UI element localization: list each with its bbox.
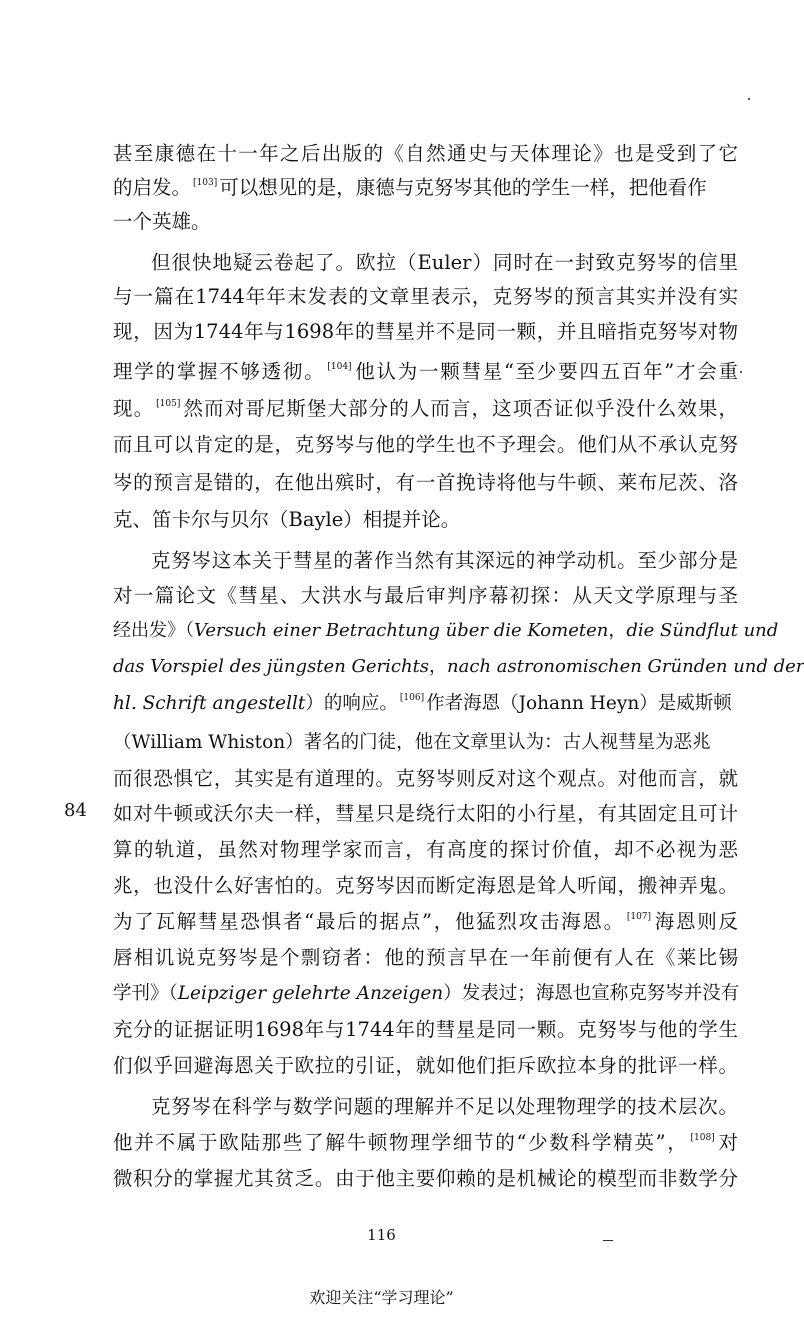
text: 为了瓦解彗星恐惧者“最后的据点”，他猛烈攻击海恩。	[113, 910, 625, 933]
text: 现，因为1744年与1698年的彗星并不是同一颗，并且暗指克努岑对物	[113, 320, 738, 343]
text: 克努岑在科学与数学问题的理解并不足以处理物理学的技术层次。	[151, 1095, 738, 1118]
text-line	[113, 833, 738, 867]
text-line	[113, 503, 738, 537]
text: 充分的证据证明1698年与1744年的彗星是同一颗。克努岑与他的学生	[113, 1018, 738, 1041]
text-line	[113, 650, 804, 684]
text: 甚至康德在十一年之后出版的《自然通史与天体理论》也是受到了它	[113, 142, 738, 165]
text-line	[113, 905, 738, 939]
text-line	[113, 579, 738, 613]
text: 克、笛卡尔与贝尔（Bayle）相提并论。	[113, 508, 461, 531]
book-title-german: das Vorspiel des jüngsten Gerichts	[113, 656, 430, 677]
text-line	[113, 315, 738, 349]
text: （William Whiston）著名的门徒，他在文章里认为：古人视彗星为恶兆	[113, 732, 711, 753]
text: 兆，也没什么好害怕的。克努岑因而断定海恩是耸人听闻，搬神弄鬼。	[113, 874, 738, 897]
footer-watermark-text: 欢迎关注“学习理论”	[309, 1288, 454, 1307]
text-line	[113, 355, 738, 389]
text-line	[113, 171, 738, 205]
footnote-ref: [103]	[193, 178, 218, 188]
text: 现。	[113, 397, 155, 420]
text-line	[113, 428, 738, 462]
text: 然而对哥尼斯堡大部分的人而言，这项否证似乎没什么效果，	[182, 397, 738, 420]
text: ）发表过；海恩也宣称克努岑并没有	[443, 983, 740, 1004]
book-title-german: hl. Schrift angestellt	[113, 693, 306, 714]
text-line	[113, 1162, 738, 1196]
book-title-german: die Sündflut und	[626, 620, 779, 641]
text: 但很快地疑云卷起了。欧拉（Euler）同时在一封致克努岑的信里	[151, 251, 738, 274]
text: 学刊》（	[113, 983, 178, 1004]
text: 可以想见的是，康德与克努岑其他的学生一样，把他看作	[219, 176, 707, 199]
text-line	[151, 1090, 738, 1124]
footnote-ref: [106]	[399, 693, 425, 703]
text: 对	[716, 1131, 738, 1154]
text-line	[113, 205, 738, 239]
text: 的启发。	[113, 176, 192, 199]
scan-speck	[740, 371, 742, 373]
text-line	[113, 977, 738, 1011]
text: 理学的掌握不够透彻。	[113, 360, 326, 383]
text: 他并不属于欧陆那些了解牛顿物理学细节的“少数科学精英”，	[113, 1131, 689, 1154]
text: 而且可以肯定的是，克努岑与他的学生也不予理会。他们从不承认克努	[113, 433, 738, 456]
text-line	[113, 726, 738, 760]
text: 他认为一颗彗星“至少要四五百年”才会重	[353, 360, 738, 383]
text: 唇相讥说克努岑是个剽窃者：他的预言早在一年前便有人在《莱比锡	[113, 946, 738, 969]
footnote-ref: [107]	[626, 912, 652, 922]
book-title-german: Versuch einer Betrachtung über die Kometen	[194, 620, 609, 641]
text-line	[113, 762, 738, 796]
text-line	[113, 614, 779, 648]
footnote-ref: [104]	[327, 362, 352, 372]
text-line	[113, 869, 738, 903]
text-line	[113, 941, 738, 975]
scan-speck	[748, 98, 750, 100]
text-line	[113, 687, 738, 721]
text: 对一篇论文《彗星、大洪水与最后审判序幕初探：从天文学原理与圣	[113, 584, 738, 607]
text: 而很恐惧它，其实是有道理的。克努岑则反对这个观点。对他而言，就	[113, 767, 738, 790]
text-line	[151, 246, 738, 280]
text-line	[113, 392, 738, 426]
text: 一个英雄。	[113, 210, 211, 233]
text: 经出发》（	[113, 620, 194, 641]
text-line	[113, 1049, 738, 1083]
footnote-ref: [108]	[690, 1133, 715, 1143]
text-line	[113, 1126, 738, 1160]
text: 作者海恩（Johann Heyn）是威斯顿	[426, 693, 732, 714]
text: 微积分的掌握尤其贫乏。由于他主要仰赖的是机械论的模型而非数学分	[113, 1167, 738, 1190]
text: ，	[608, 620, 627, 641]
text: ，	[429, 656, 448, 677]
text: 如对牛顿或沃尔夫一样，彗星只是绕行太阳的小行星，有其固定且可计	[113, 802, 738, 825]
margin-page-number: 84	[64, 800, 87, 821]
footnote-ref: [105]	[156, 399, 181, 409]
text-line	[151, 544, 738, 578]
text-line	[113, 280, 738, 314]
text-line	[113, 466, 738, 500]
text-line	[113, 137, 738, 171]
book-title-german: nach astronomischen Gründen und der	[447, 656, 804, 677]
page-number: 116	[367, 1226, 396, 1244]
text: 们似乎回避海恩关于欧拉的引证，就如他们拒斥欧拉本身的批评一样。	[113, 1054, 738, 1077]
text: 算的轨道，虽然对物理学家而言，有高度的探讨价值，却不必视为恶	[113, 838, 738, 861]
journal-title-german: Leipziger gelehrte Anzeigen	[177, 983, 444, 1004]
text: 海恩则反	[653, 910, 738, 933]
text-line	[113, 797, 738, 831]
text: 岑的预言是错的，在他出殡时，有一首挽诗将他与牛顿、莱布尼茨、洛	[113, 471, 738, 494]
text-line	[113, 1013, 738, 1047]
text: 与一篇在1744年年末发表的文章里表示，克努岑的预言其实并没有实	[113, 285, 738, 308]
text: 克努岑这本关于彗星的著作当然有其深远的神学动机。至少部分是	[151, 549, 738, 572]
scan-mark	[603, 1240, 613, 1241]
text: ）的响应。	[305, 693, 398, 714]
